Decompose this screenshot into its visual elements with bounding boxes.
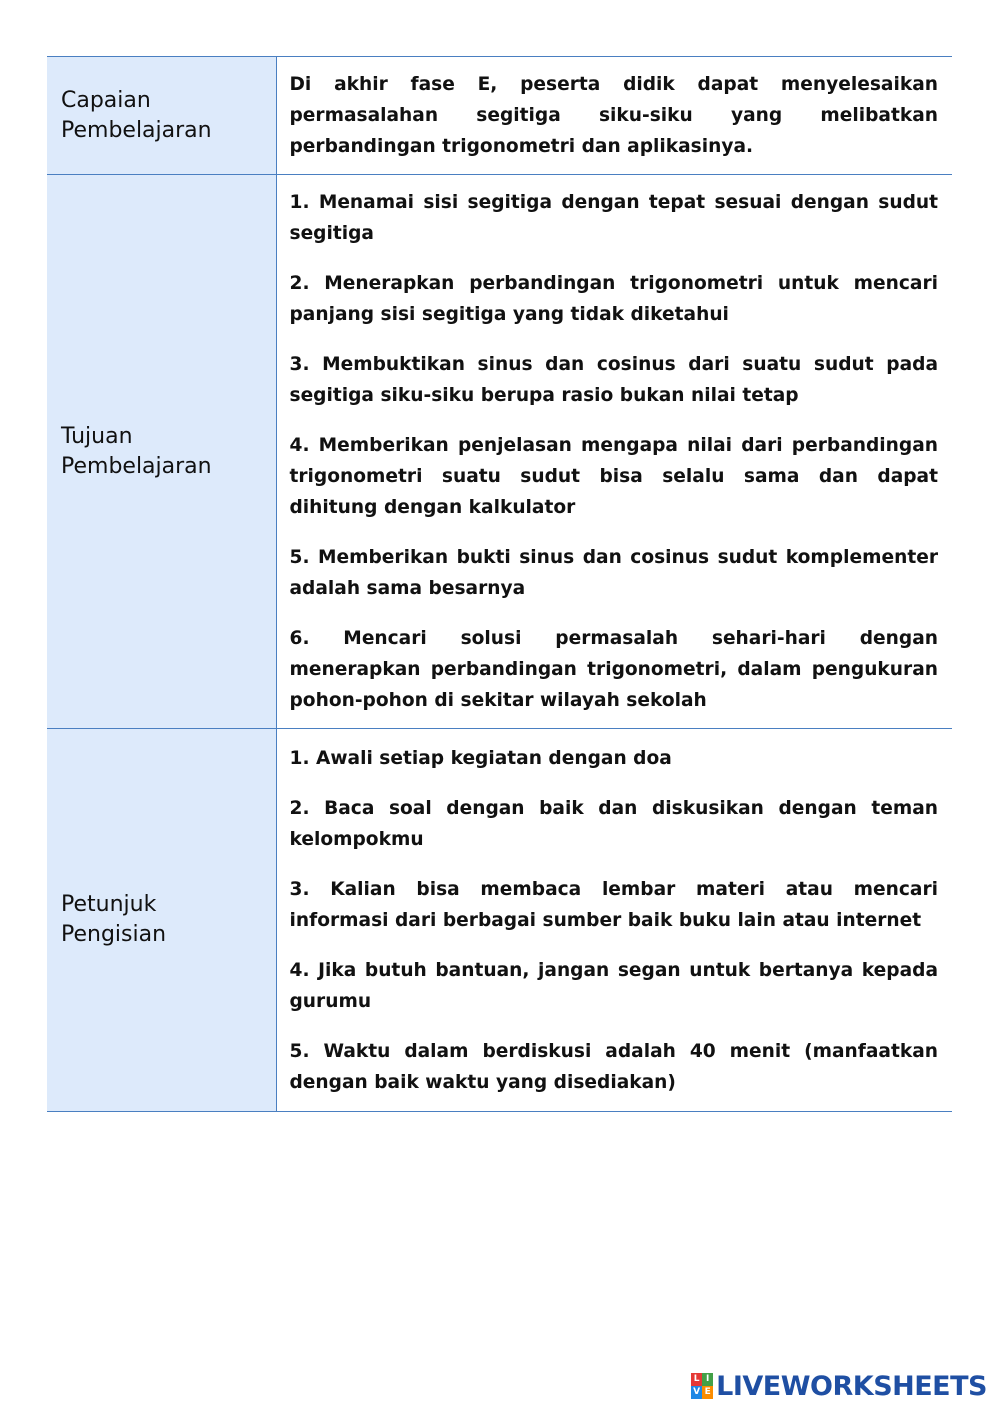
list-item: 5. Waktu dalam berdiskusi adalah 40 menit (manfaatkan dengan baik waktu yang disediakan)	[289, 1040, 938, 1093]
liveworksheets-logo	[691, 1371, 987, 1401]
row-petunjuk-pengisian	[47, 729, 952, 1112]
live-logo-icon	[691, 1373, 713, 1399]
list-item: 1. Awali setiap kegiatan dengan doa	[289, 747, 672, 769]
logo-mark-letter: E	[702, 1386, 713, 1399]
row-label	[47, 729, 276, 1112]
row-label-line: Capaian	[61, 87, 151, 113]
content-paragraph: Di akhir fase E, peserta didik dapat menyelesaikan permasalahan segitiga siku-siku yang melibatkan perbandingan trigonometri dan aplikasinya.	[289, 74, 938, 157]
list-item: 4. Jika butuh bantuan, jangan segan untuk bertanya kepada gurumu	[289, 959, 938, 1012]
row-label-line: Pembelajaran	[61, 117, 212, 143]
row-content	[276, 57, 952, 175]
row-content	[276, 175, 952, 729]
row-label-line: Pengisian	[61, 922, 167, 947]
logo-mark-letter: I	[702, 1373, 713, 1386]
row-label-line: Pembelajaran	[61, 453, 212, 479]
row-capaian-pembelajaran	[47, 57, 952, 175]
row-tujuan-pembelajaran	[47, 175, 952, 729]
list-item: 2. Baca soal dengan baik dan diskusikan dengan teman kelompokmu	[289, 797, 938, 850]
row-content	[276, 729, 952, 1112]
logo-mark-letter: V	[691, 1386, 702, 1399]
list-item: 4. Memberikan penjelasan mengapa nilai dari perbandingan trigonometri suatu sudut bisa selalu sama dan dapat dihitung dengan kalkulator	[289, 435, 938, 518]
row-label	[47, 57, 276, 175]
objectives-table	[47, 56, 952, 1112]
list-item: 1. Menamai sisi segitiga dengan tepat sesuai dengan sudut segitiga	[289, 192, 938, 244]
row-label-line: Tujuan	[61, 423, 133, 449]
list-item: 6. Mencari solusi permasalah sehari-hari dengan menerapkan perbandingan trigonometri, dalam pengukuran pohon-pohon di sekitar wilayah sekolah	[289, 628, 938, 711]
logo-text: LIVEWORKSHEETS	[716, 1370, 987, 1402]
list-item: 2. Menerapkan perbandingan trigonometri untuk mencari panjang sisi segitiga yang tidak diketahui	[289, 273, 938, 325]
row-label	[47, 175, 276, 729]
list-item: 3. Membuktikan sinus dan cosinus dari suatu sudut pada segitiga siku-siku berupa rasio bukan nilai tetap	[289, 354, 938, 406]
list-item: 5. Memberikan bukti sinus dan cosinus sudut komplementer adalah sama besarnya	[289, 547, 938, 599]
logo-mark-letter: L	[691, 1373, 702, 1386]
list-item: 3. Kalian bisa membaca lembar materi atau mencari informasi dari berbagai sumber baik buku lain atau internet	[289, 878, 938, 931]
row-label-line: Petunjuk	[61, 892, 157, 917]
